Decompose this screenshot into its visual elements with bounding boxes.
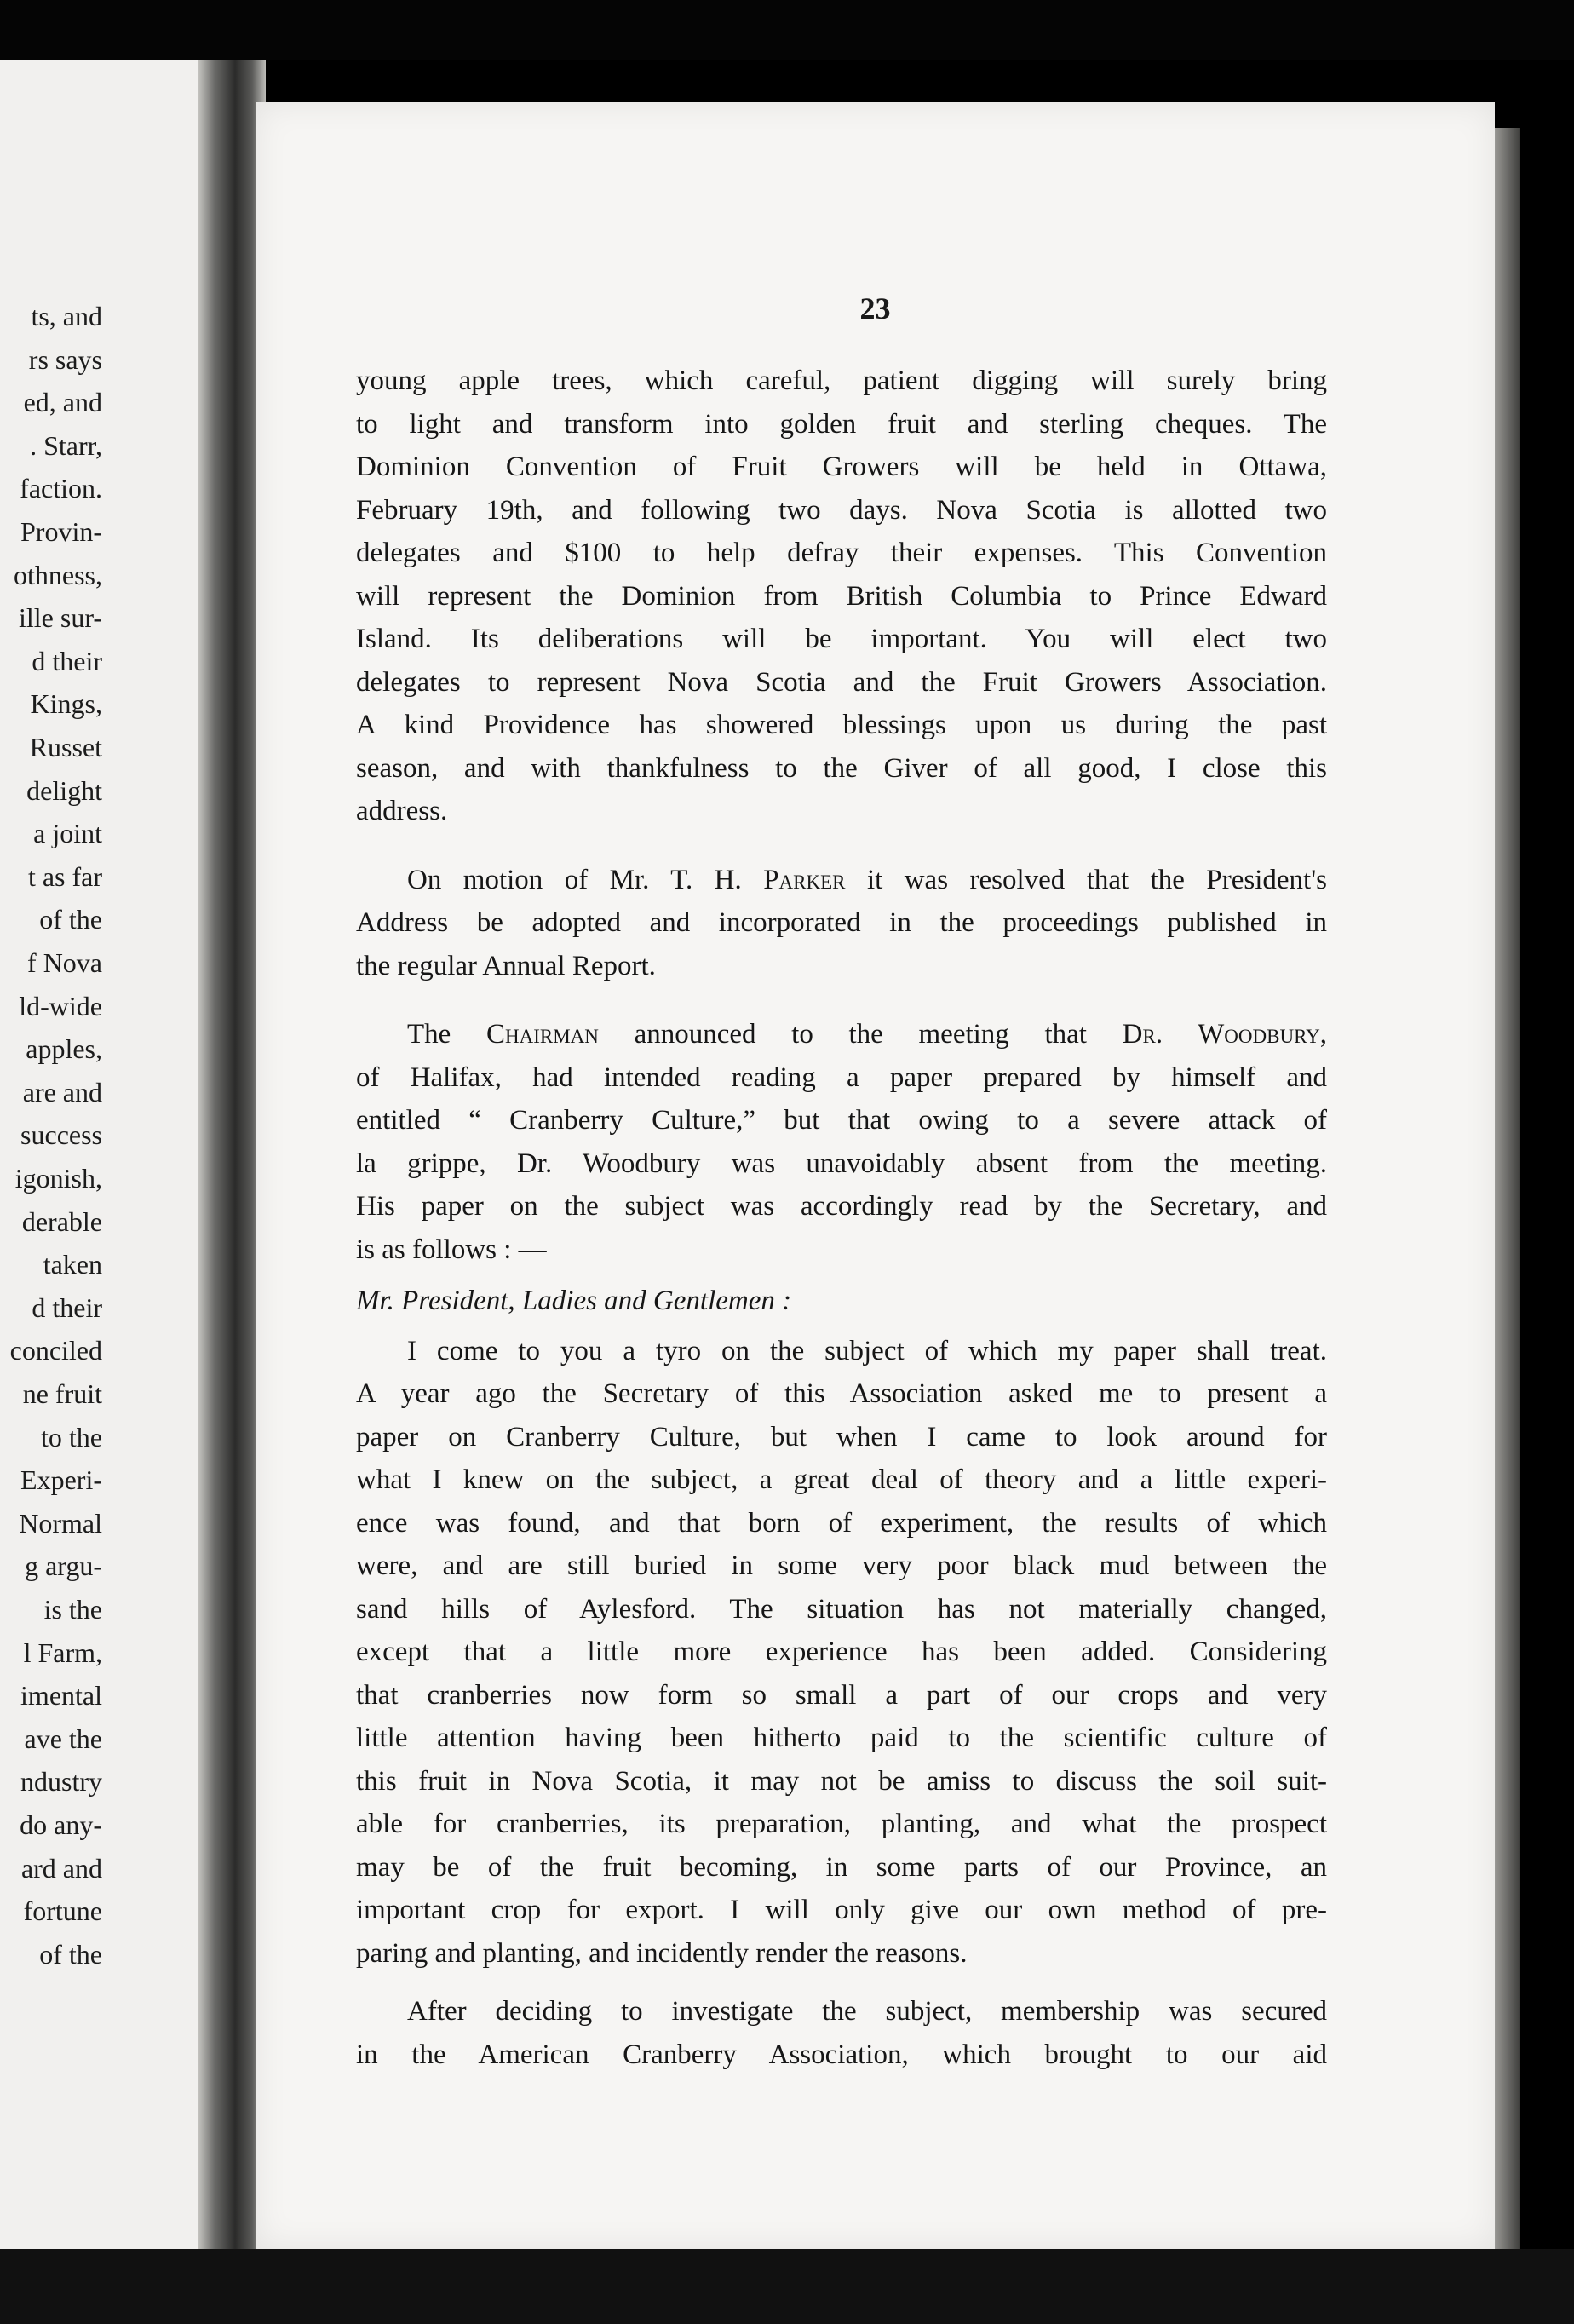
left-facing-page [0,60,198,2249]
paragraph-3 [356,1013,1574,1271]
text-line: His paper on the subject was accordingly read by the Secretary, and [356,1191,1327,1222]
left-page-fragment: is the [43,1594,102,1625]
text-line: in the American Cranberry Association, which brought to our aid [356,2039,1327,2070]
text-line: After deciding to investigate the subject, membership was secured [407,1996,1327,2027]
name-parker: Parker [763,864,846,895]
text-line: what I knew on the subject, a great deal of theory and a little experi- [356,1464,1327,1495]
text-line: Island. Its deliberations will be important. You will elect two [356,624,1327,654]
left-page-fragment: success [20,1119,102,1151]
bottom-border [0,2249,1574,2324]
text-line: season, and with thankfulness to the Giver of all good, I close this [356,752,1327,784]
left-page-fragment: a joint [33,818,102,849]
text-line: Address be adopted and incorporated in the proceedings published in [356,907,1327,938]
left-page-fragment: d their [32,645,102,676]
left-page-fragment: derable [21,1205,102,1237]
text-line: The Chairman announced to the meeting that Dr. Woodbury, [407,1019,1327,1050]
page-number: 23 [859,291,891,325]
left-page-fragment: do any- [20,1809,102,1840]
left-page-fragment: othness, [14,559,102,590]
paragraph-5 [356,1990,1574,2076]
left-page-fragment: of the [39,1938,102,1970]
top-border [0,0,1574,60]
text-line: delegates and $100 to help defray their expenses. This Convention [356,538,1327,568]
left-page-fragment: t as far [27,860,102,892]
left-page-fragment: Experi- [20,1464,102,1496]
left-page-fragment: ard and [20,1852,102,1884]
paragraph-2 [356,859,1574,988]
left-page-fragment: imental [20,1680,102,1711]
left-page-fragment: fortune [23,1895,102,1927]
text-line: entitled “ Cranberry Culture,” but that owing to a severe attack of [356,1105,1327,1136]
text-line: young apple trees, which careful, patient digging will surely bring [356,365,1327,396]
left-page-text-fragments [0,60,198,2249]
text-line: delegates to represent Nova Scotia and the Fruit Growers Association. [356,666,1327,698]
paragraph-1 [356,360,1574,833]
left-page-fragment: . Starr, [30,429,102,461]
left-page-fragment: ne fruit [22,1378,102,1409]
left-page-fragment: g argu- [25,1550,102,1582]
left-page-fragment: ld-wide [19,990,102,1021]
text-line: February 19th, and following two days. Nova Scotia is allotted two [356,494,1327,526]
text-line: will represent the Dominion from British Columbia to Prince Edward [356,580,1327,612]
text-line: la grippe, Dr. Woodbury was unavoidably absent from the meeting. [356,1148,1327,1179]
left-page-fragment: ndustry [20,1766,102,1798]
text-line: On motion of Mr. T. H. Parker it was resolved that the President's [407,864,1328,895]
text-line: I come to you a tyro on the subject of which my paper shall treat. [407,1335,1327,1366]
text-line: little attention having been hitherto paid to the scientific culture of [356,1723,1327,1753]
text-line: ence was found, and that born of experiment, the results of which [356,1507,1327,1539]
text-line: that cranberries now form so small a part of our crops and very [356,1679,1327,1711]
text-line: Dominion Convention of Fruit Growers will be held in Ottawa, [356,452,1327,482]
left-page-fragment: faction. [20,473,102,504]
left-page-fragment: ille sur- [19,602,102,634]
main-page [256,102,1495,2249]
left-page-fragment: apples, [26,1033,102,1065]
left-page-fragment: ts, and [31,301,102,331]
name-chairman: Chairman [485,1019,599,1050]
text-line: paring and planting, and incidently render the reasons. [356,1937,968,1969]
text-line: A kind Providence has showered blessings upon us during the past [356,710,1327,740]
left-page-fragment: taken [43,1249,102,1280]
text-line: were, and are still buried in some very poor black mud between the [356,1550,1327,1581]
left-page-fragment: f Nova [27,947,102,978]
page-body [356,360,1574,2076]
left-page-fragment: delight [26,774,102,806]
left-page-fragment: to the [41,1421,102,1452]
text-line: able for cranberries, its preparation, planting, and what the prospect [356,1809,1327,1839]
left-page-fragment: of the [39,904,102,935]
left-page-fragment: are and [22,1076,102,1107]
text-line: this fruit in Nova Scotia, it may not be amiss to discuss the soil suit- [356,1765,1327,1797]
left-page-fragment: l Farm, [23,1637,102,1668]
text-line: is as follows : — [356,1234,547,1265]
text-line: may be of the fruit becoming, in some parts of our Province, an [356,1851,1327,1883]
name-woodbury: Dr. Woodbury, [1122,1019,1327,1050]
left-page-fragment: Provin- [20,516,102,547]
text-line: of Halifax, had intended reading a paper prepared by himself and [356,1061,1327,1093]
text-line: sand hills of Aylesford. The situation has not materially changed, [356,1593,1327,1625]
text-line: important crop for export. I will only give our own method of pre- [356,1895,1327,1925]
page-edge [1495,128,1520,2249]
left-page-fragment: Russet [29,732,102,762]
text-line: address. [356,796,448,826]
left-page-fragment: Normal [19,1507,102,1539]
left-page-fragment: ed, and [23,387,102,418]
left-page-fragment: rs says [28,343,102,375]
left-page-fragment: Kings, [30,688,102,720]
salutation: Mr. President, Ladies and Gentlemen : [356,1286,792,1316]
left-page-fragment: conciled [9,1335,102,1366]
left-page-fragment: d their [32,1291,102,1323]
text-line: to light and transform into golden fruit and sterling cheques. The [356,408,1327,440]
text-line: paper on Cranberry Culture, but when I came to look around for [356,1421,1327,1452]
left-page-fragment: igonish, [14,1163,102,1194]
text-line: the regular Annual Report. [356,950,656,981]
text-line: except that a little more experience has been added. Considering [356,1637,1327,1667]
paragraph-4 [356,1330,1574,1976]
text-line: A year ago the Secretary of this Association asked me to present a [356,1378,1327,1409]
left-page-fragment: ave the [24,1723,102,1754]
